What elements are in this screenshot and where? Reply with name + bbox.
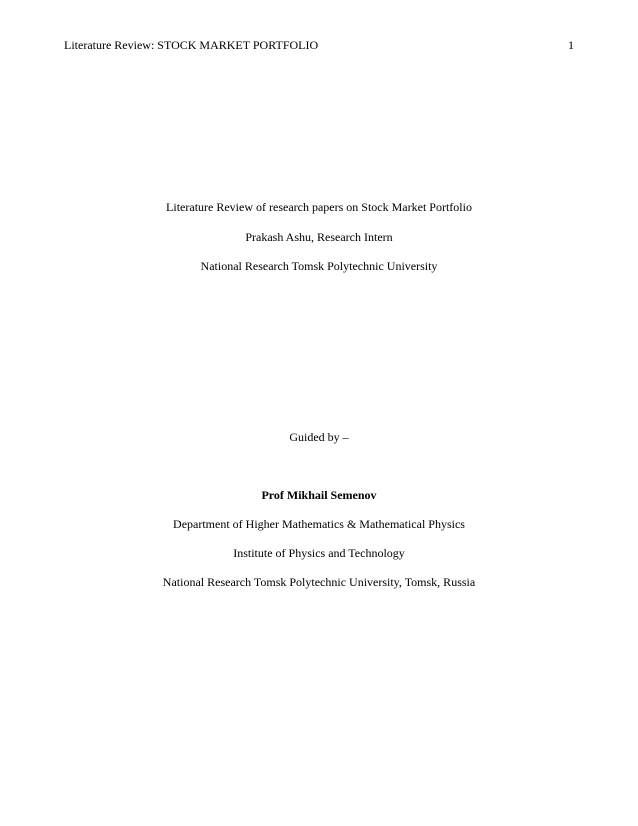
- institute-line: Institute of Physics and Technology: [233, 546, 405, 560]
- paper-title: Literature Review of research papers on Stock Market Portfolio: [166, 200, 472, 214]
- author-line: Prakash Ashu, Research Intern: [245, 230, 393, 244]
- page-number: 1: [568, 38, 574, 52]
- institution-line: National Research Tomsk Polytechnic University: [200, 259, 438, 273]
- department-line: Department of Higher Mathematics & Mathematical Physics: [173, 517, 465, 531]
- university-line: National Research Tomsk Polytechnic University, Tomsk, Russia: [162, 575, 476, 589]
- guide-name: Prof Mikhail Semenov: [261, 488, 377, 502]
- guided-by-label: Guided by –: [289, 430, 349, 444]
- running-head: Literature Review: STOCK MARKET PORTFOLIO: [64, 38, 319, 52]
